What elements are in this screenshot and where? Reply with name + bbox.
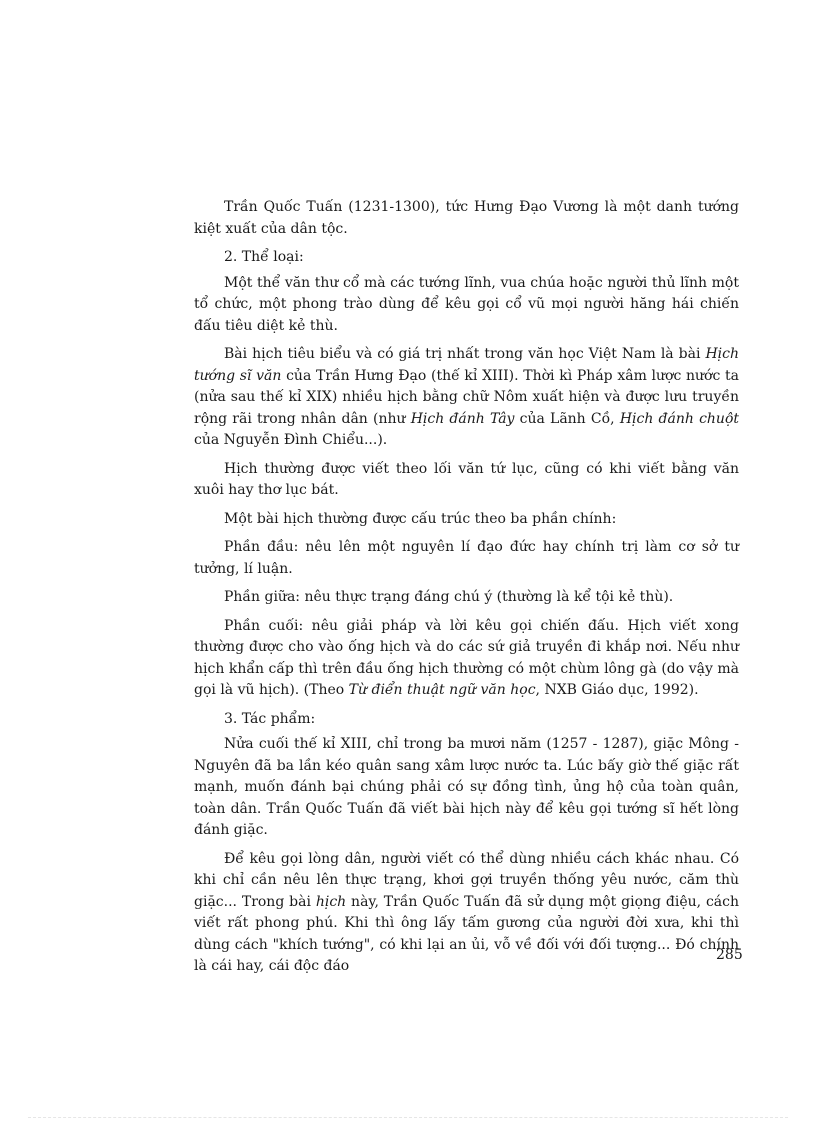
text-span: , NXB Giáo dục, 1992). bbox=[535, 682, 699, 698]
paragraph bbox=[194, 709, 739, 731]
paragraph bbox=[194, 273, 739, 338]
italic-text: Hịch đánh chuột bbox=[619, 410, 739, 427]
paragraph bbox=[194, 344, 739, 452]
page-content bbox=[194, 197, 739, 985]
text-span: Một bài hịch thường được cấu trúc theo ba phần chính: bbox=[224, 510, 617, 527]
paragraph bbox=[194, 616, 739, 702]
text-span: này, Trần Quốc Tuấn đã sử dụng một giọng điệu, cách viết rất phong phú. Khi thì ông lấy tấm gương của người đời xưa, khi thì dùng cách "khích tướng", có khi lại an ủi, vỗ về đối với đối tượng... Đó chính là cái hay, cái độc đáo bbox=[194, 893, 739, 974]
text-span: của Nguyễn Đình Chiểu...). bbox=[194, 432, 388, 448]
text-span: Phần đầu: nêu lên một nguyên lí đạo đức hay chính trị làm cơ sở tư tưởng, lí luận. bbox=[194, 539, 739, 577]
text-span: Hịch thường được viết theo lối văn tứ lục, cũng có khi viết bằng văn xuôi hay thơ lục bát. bbox=[194, 460, 739, 498]
text-span: Để kêu gọi lòng dân, người viết có thể dùng nhiều cách khác nhau. Có khi chỉ cần nêu lên thực trạng, khơi gợi truyền thống yêu nước, căm thù giặc... Trong bài bbox=[194, 850, 739, 910]
paragraph bbox=[194, 247, 739, 269]
text-span: Phần cuối: nêu giải pháp và lời kêu gọi chiến đấu. Hịch viết xong thường được cho vào ống hịch và do các sứ giả truyền đi khắp nơi. Nếu như hịch khẩn cấp thì trên đầu ống hịch thường có một chùm lông gà (do vậy mà gọi là vũ hịch). (Theo bbox=[194, 617, 739, 698]
paragraph bbox=[194, 734, 739, 842]
text-span: 3. Tác phẩm: bbox=[224, 710, 316, 727]
paragraph bbox=[194, 197, 739, 240]
italic-text: Hịch tướng sĩ văn bbox=[194, 346, 739, 384]
italic-text: hịch bbox=[315, 893, 347, 910]
paragraph bbox=[194, 587, 739, 609]
text-span: Nửa cuối thế kỉ XIII, chỉ trong ba mươi năm (1257 - 1287), giặc Mông - Nguyên đã ba lần kéo quân sang xâm lược nước ta. Lúc bấy giờ thế giặc rất mạnh, muốn đánh bại chúng phải có sự đồng tình, ủng hộ của toàn quân, toàn dân. Trần Quốc Tuấn đã viết bài hịch này để kêu gọi tướng sĩ hết lòng đánh giặc. bbox=[194, 736, 739, 838]
text-span: Trần Quốc Tuấn (1231-1300), tức Hưng Đạo Vương là một danh tướng kiệt xuất của dân tộc. bbox=[194, 199, 739, 237]
text-span: Phần giữa: nêu thực trạng đáng chú ý (thường là kể tội kẻ thù). bbox=[224, 589, 674, 605]
paragraph bbox=[194, 509, 739, 531]
text-span: 2. Thể loại: bbox=[224, 249, 304, 265]
paragraph bbox=[194, 849, 739, 978]
text-span: của Lãnh Cồ, bbox=[514, 410, 620, 427]
page-number: 285 bbox=[716, 947, 743, 963]
italic-text: Hịch đánh Tây bbox=[410, 410, 515, 427]
text-span: của Trần Hưng Đạo (thế kỉ XIII). Thời kì Pháp xâm lược nước ta (nửa sau thế kỉ XIX) nhiều hịch bằng chữ Nôm xuất hiện và được lưu truyền rộng rãi trong nhân dân (như bbox=[194, 367, 739, 427]
footer-divider bbox=[28, 1117, 788, 1118]
italic-text: Từ điển thuật ngữ văn học bbox=[348, 682, 536, 698]
text-span: Bài hịch tiêu biểu và có giá trị nhất trong văn học Việt Nam là bài bbox=[224, 346, 706, 362]
text-span: Một thể văn thư cổ mà các tướng lĩnh, vua chúa hoặc người thủ lĩnh một tổ chức, một phong trào dùng để kêu gọi cổ vũ mọi người hăng hái chiến đấu tiêu diệt kẻ thù. bbox=[194, 274, 739, 334]
paragraph bbox=[194, 459, 739, 502]
paragraph bbox=[194, 537, 739, 580]
